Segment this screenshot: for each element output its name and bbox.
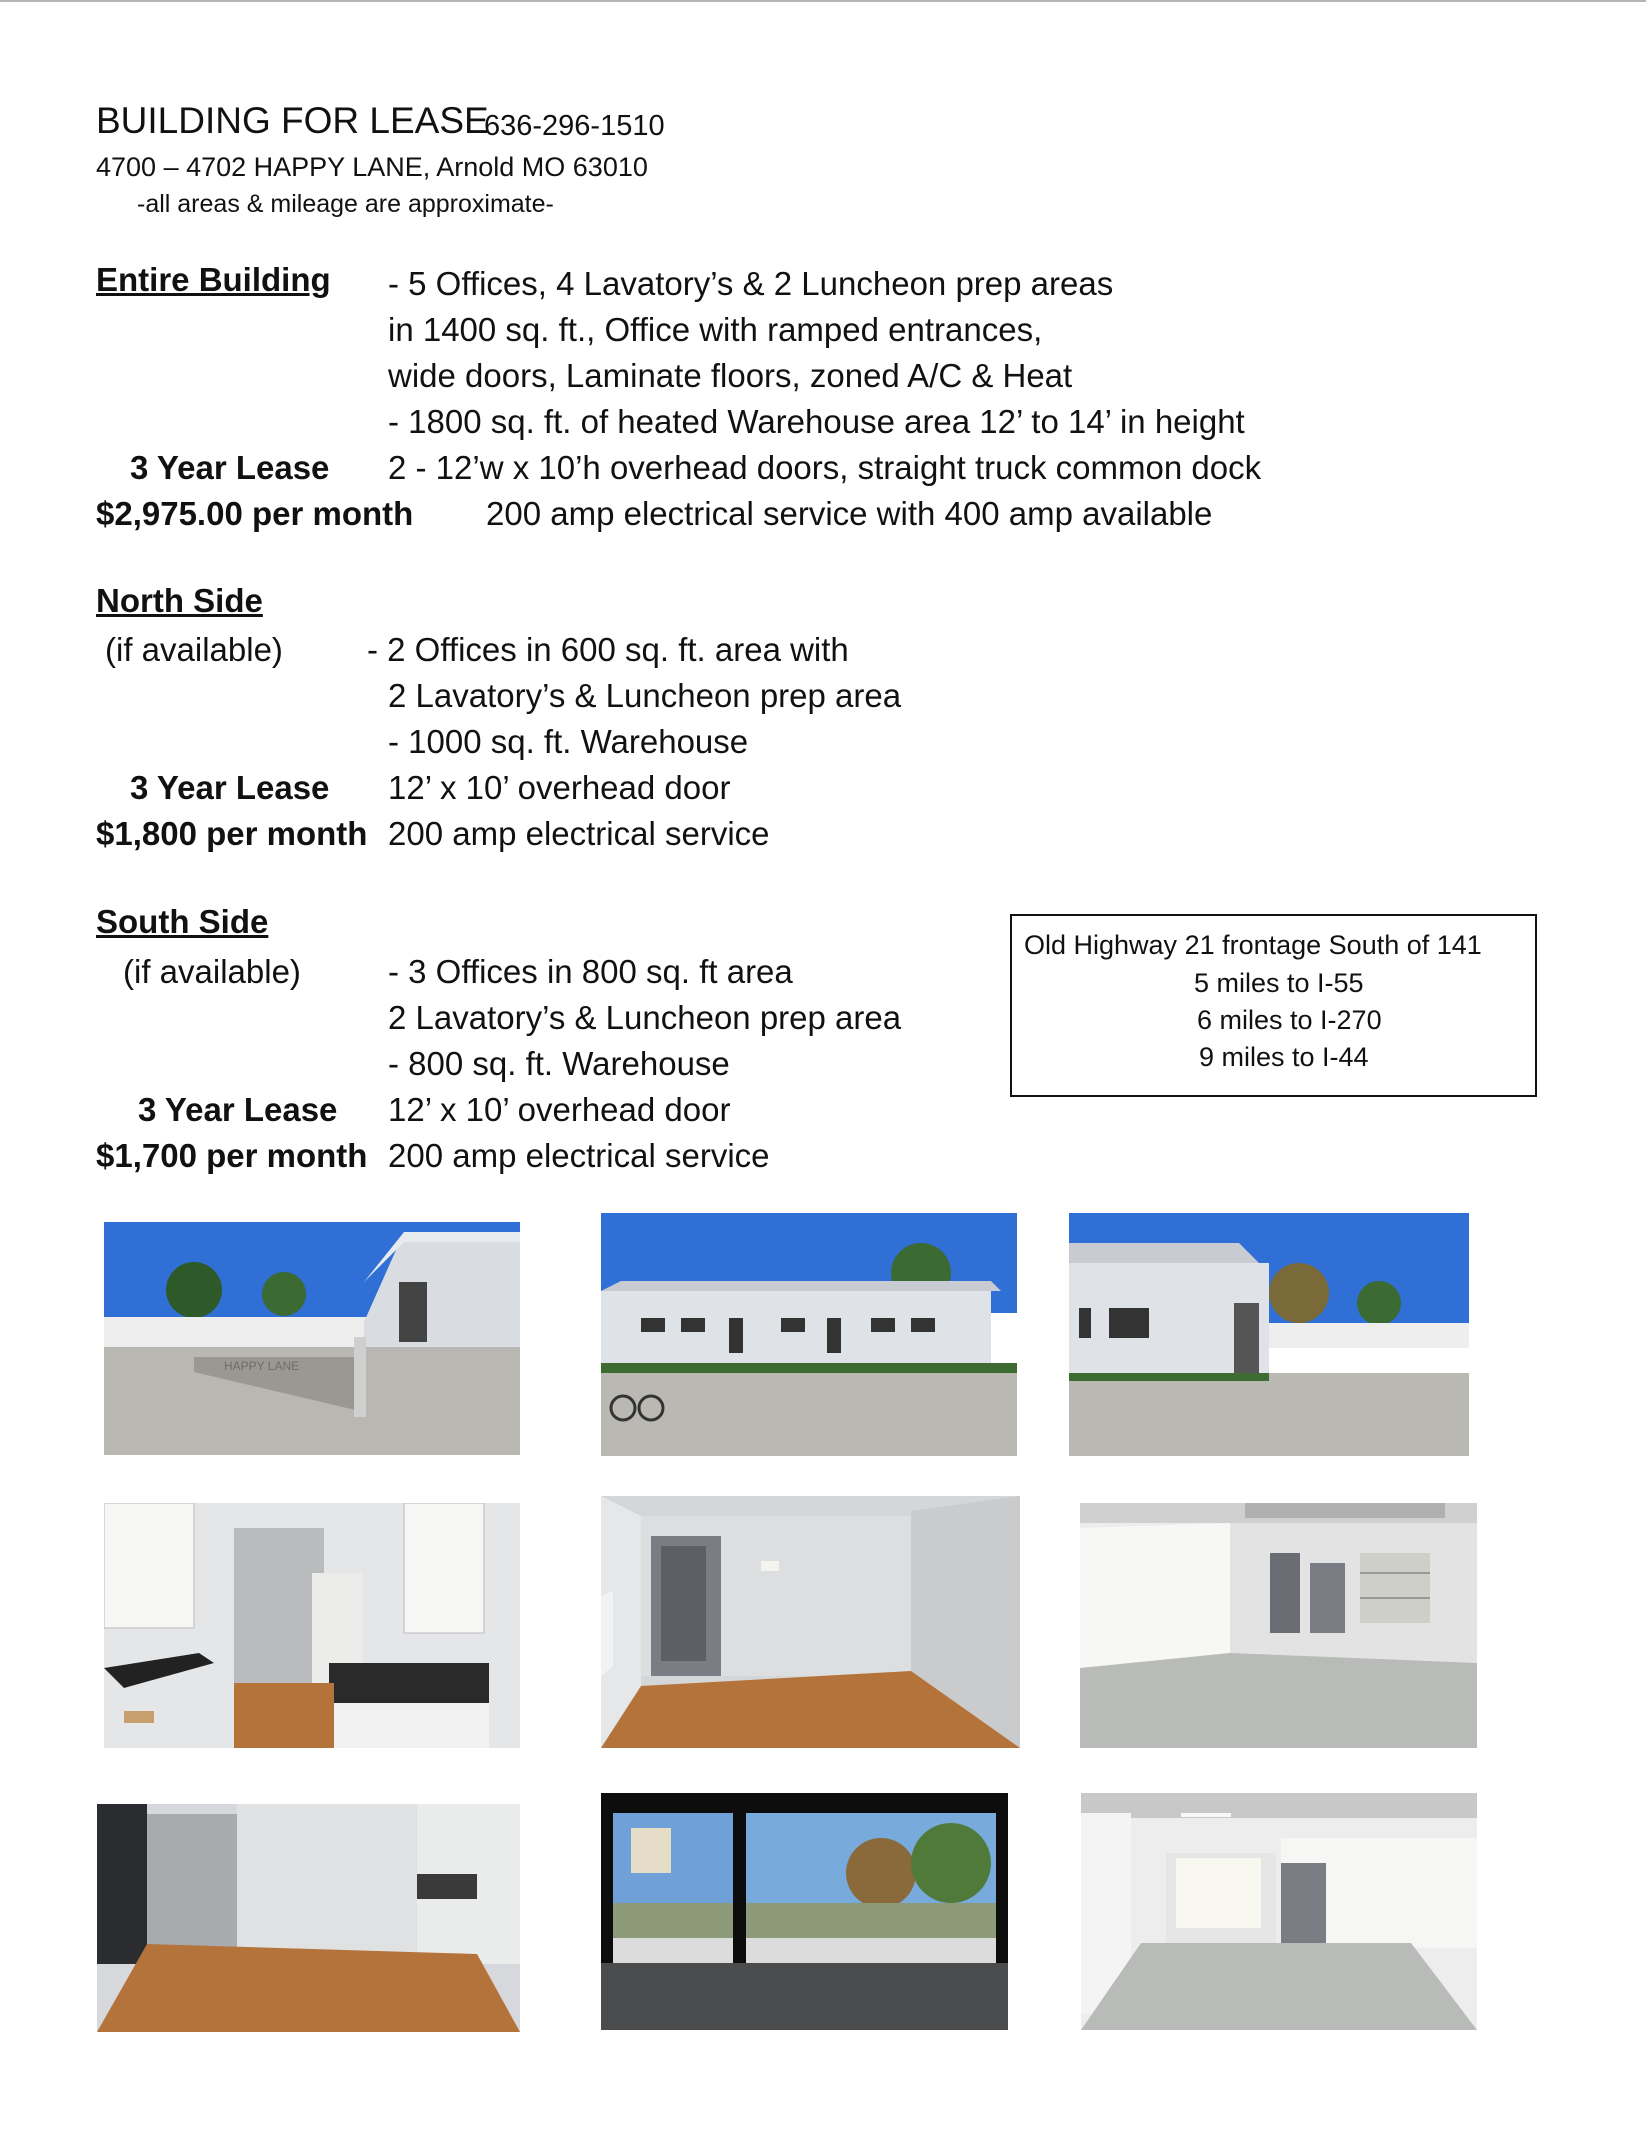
location-line-i44: 9 miles to I-44 — [1199, 1042, 1369, 1072]
north-line-3: - 1000 sq. ft. Warehouse — [388, 723, 749, 760]
north-line-5: 200 amp electrical service — [388, 815, 770, 852]
location-line-frontage: Old Highway 21 frontage South of 141 — [1024, 930, 1482, 960]
phone-number[interactable]: 636-296-1510 — [484, 110, 665, 142]
location-line-i270: 6 miles to I-270 — [1197, 1005, 1382, 1035]
south-side-heading: South Side — [96, 903, 269, 940]
photo-kitchenette — [104, 1503, 520, 1748]
photo-exterior-front — [601, 1213, 1017, 1456]
entire-line-3: wide doors, Laminate floors, zoned A/C & Heat — [388, 357, 1073, 394]
south-line-4: 12’ x 10’ overhead door — [388, 1091, 731, 1128]
photo-exterior-side — [1069, 1213, 1469, 1456]
entire-line-6: 200 amp electrical service with 400 amp available — [486, 495, 1213, 532]
south-price: $1,700 per month — [96, 1137, 368, 1174]
page-title: BUILDING FOR LEASE — [96, 100, 489, 141]
photo-window-view — [601, 1793, 1008, 2030]
north-line-1: - 2 Offices in 600 sq. ft. area with — [367, 631, 849, 668]
entire-line-2: in 1400 sq. ft., Office with ramped entrances, — [388, 311, 1043, 348]
entire-building-heading: Entire Building — [96, 261, 331, 298]
north-availability: (if available) — [105, 631, 283, 668]
entire-price: $2,975.00 per month — [96, 495, 414, 532]
south-availability: (if available) — [123, 953, 301, 990]
north-lease-term: 3 Year Lease — [130, 769, 330, 806]
photo-warehouse-1 — [1080, 1503, 1477, 1748]
photo-exterior-ramp — [104, 1222, 520, 1455]
photo-warehouse-2 — [1081, 1793, 1477, 2030]
entire-line-5: 2 - 12’w x 10’h overhead doors, straight truck common dock — [388, 449, 1262, 486]
entire-line-4: - 1800 sq. ft. of heated Warehouse area 12’ to 14’ in height — [388, 403, 1245, 440]
top-border — [0, 0, 1646, 2]
north-side-heading: North Side — [96, 582, 263, 619]
photo-interior-hallway — [97, 1804, 520, 2032]
entire-lease-term: 3 Year Lease — [130, 449, 330, 486]
south-line-5: 200 amp electrical service — [388, 1137, 770, 1174]
location-line-i55: 5 miles to I-55 — [1194, 968, 1364, 998]
south-line-2: 2 Lavatory’s & Luncheon prep area — [388, 999, 902, 1036]
south-line-1: - 3 Offices in 800 sq. ft area — [388, 953, 793, 990]
photo-office-room — [601, 1496, 1020, 1748]
south-line-3: - 800 sq. ft. Warehouse — [388, 1045, 730, 1082]
north-price: $1,800 per month — [96, 815, 368, 852]
north-line-4: 12’ x 10’ overhead door — [388, 769, 731, 806]
address: 4700 – 4702 HAPPY LANE, Arnold MO 63010 — [96, 152, 648, 182]
south-lease-term: 3 Year Lease — [138, 1091, 338, 1128]
north-line-2: 2 Lavatory’s & Luncheon prep area — [388, 677, 902, 714]
entire-line-1: - 5 Offices, 4 Lavatory’s & 2 Luncheon prep areas — [388, 265, 1114, 302]
approximate-note: -all areas & mileage are approximate- — [137, 190, 554, 218]
photo-happy-lane-sign: HAPPY LANE — [224, 1359, 300, 1373]
location-box — [1010, 914, 1537, 1097]
